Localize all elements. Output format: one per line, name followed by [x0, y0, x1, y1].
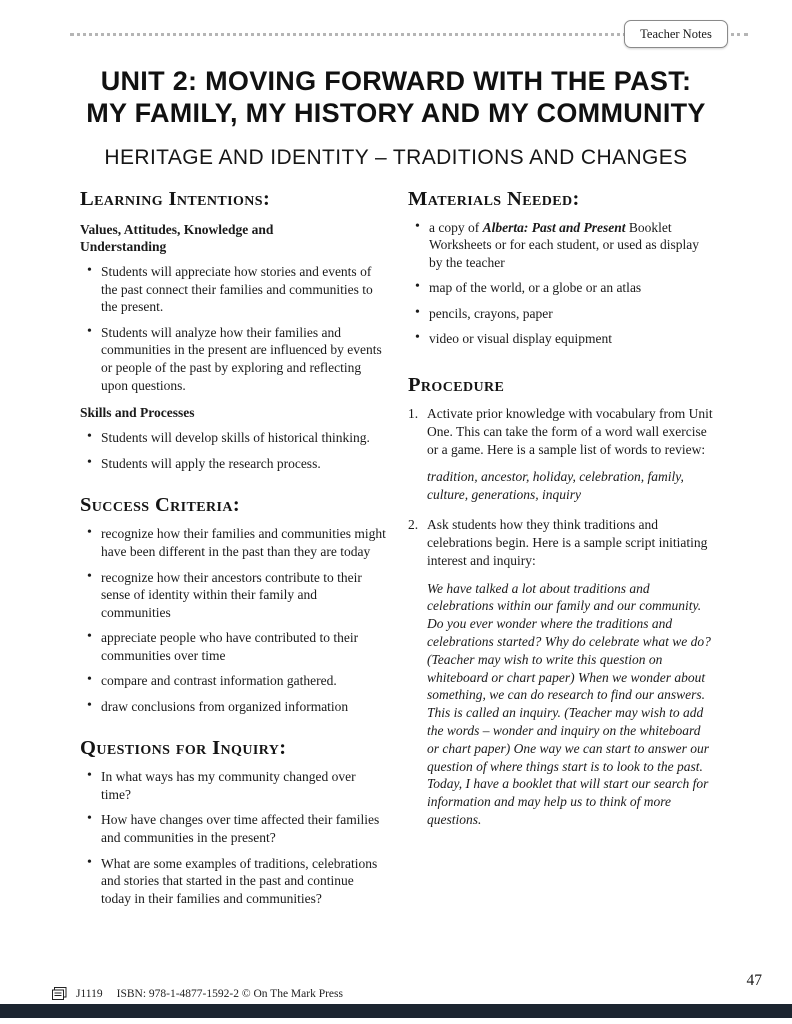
- list-item: • map of the world, or a globe or an atlas: [408, 279, 714, 297]
- teacher-notes-label: Teacher Notes: [640, 26, 712, 41]
- procedure-step-2: [408, 516, 714, 829]
- heading-success-criteria: Success Criteria:: [80, 494, 241, 517]
- list-item: • pencils, crayons, paper: [408, 305, 714, 323]
- list-item: • video or visual display equipment: [408, 330, 714, 348]
- book-title-emphasis: Alberta: Past and Present: [482, 219, 626, 235]
- list-item: • Students will appreciate how stories and events of the past connect their families and communities to the present.: [80, 263, 386, 316]
- teacher-notes-badge: [624, 20, 728, 48]
- list-item: • appreciate people who have contributed to their communities over time: [80, 629, 386, 664]
- skills-bullet-list: [80, 429, 386, 472]
- list-item: • In what ways has my community changed over time?: [80, 768, 386, 803]
- step-text: Ask students how they think traditions and celebrations begin. Here is a sample script initiating interest and inquiry:: [427, 517, 708, 568]
- two-column-layout: [0, 188, 792, 917]
- list-item: • recognize how their families and communities might have been different in the past than they are today: [80, 525, 386, 560]
- right-column: [408, 188, 714, 917]
- page-number: 47: [746, 972, 762, 989]
- step-number: 1.: [408, 406, 419, 421]
- title-line-1: UNIT 2: MOVING FORWARD WITH THE PAST:: [100, 66, 692, 96]
- heading-materials-needed: Materials Needed:: [408, 187, 580, 210]
- procedure-step-1: [408, 405, 714, 504]
- list-item-text: Booklet Worksheets or for each student, or used as display by the teacher: [429, 219, 699, 270]
- step-number: 2.: [408, 517, 419, 533]
- heading-learning-intentions: Learning Intentions:: [80, 187, 271, 210]
- materials-list: [408, 219, 714, 348]
- list-item: • How have changes over time affected their families and communities in the present?: [80, 811, 386, 846]
- left-column: [80, 188, 386, 917]
- questions-list: [80, 768, 386, 907]
- step-text: Activate prior knowledge with vocabulary from Unit One. This can take the form of a word wall exercise or a game. Here is a sample list of words to review:: [427, 406, 713, 457]
- step-vocabulary-list: tradition, ancestor, holiday, celebration, family, culture, generations, inquiry: [427, 469, 684, 503]
- publisher-logo-icon: [52, 987, 67, 1000]
- list-item: • compare and contrast information gathered.: [80, 672, 386, 690]
- title-line-2: MY FAMILY, MY HISTORY AND MY COMMUNITY: [86, 97, 706, 128]
- procedure-steps: [408, 405, 714, 829]
- success-criteria-list: [80, 525, 386, 715]
- step-body: [427, 516, 714, 829]
- bottom-bar: [0, 1004, 792, 1018]
- list-item: • draw conclusions from organized information: [80, 698, 386, 716]
- list-item: • What are some examples of traditions, celebrations and stories that started in the past and continue today in their families and communities?: [80, 855, 386, 908]
- subheading-skills-processes: Skills and Processes: [80, 405, 195, 421]
- list-item: • Students will analyze how their families and communities in the present are influenced by events or people of the past by exploring and reflecting upon questions.: [80, 324, 386, 394]
- values-bullet-list: [80, 263, 386, 394]
- page-subtitle: HERITAGE AND IDENTITY – TRADITIONS AND CHANGES: [104, 145, 688, 169]
- list-item-text: a copy of: [429, 219, 483, 235]
- list-item: [408, 219, 714, 272]
- page-title: [0, 66, 792, 130]
- subheading-values-attitudes: Values, Attitudes, Knowledge and Understanding: [80, 221, 274, 254]
- step-sample-script: We have talked a lot about traditions and celebrations within our family and our community. Do you ever wonder where the traditions and celebrations started? Why do celebrate what we do? (Teacher may wish to write this question on whiteboard or chart paper) When we wonder about something, we can do research to find our answers. This is called an inquiry. (Teacher may wish to add the words – wonder and inquiry on the whiteboard or chart paper) One way we can start to answer our question of where things start is to look to the past. Today, I have a booklet that will start our search for information and may help us to think of more questions.: [427, 580, 711, 828]
- list-item: • Students will develop skills of historical thinking.: [80, 429, 386, 447]
- footer: [52, 987, 343, 1000]
- product-code: J1119: [76, 987, 103, 1000]
- list-item: • recognize how their ancestors contribute to their sense of identity within their family and communities: [80, 569, 386, 622]
- list-item: • Students will apply the research process.: [80, 455, 386, 473]
- heading-questions-for-inquiry: Questions for Inquiry:: [80, 737, 287, 760]
- heading-procedure: Procedure: [408, 374, 505, 396]
- isbn-text: ISBN: 978-1-4877-1592-2 © On The Mark Press: [116, 987, 343, 1000]
- step-body: [427, 405, 714, 504]
